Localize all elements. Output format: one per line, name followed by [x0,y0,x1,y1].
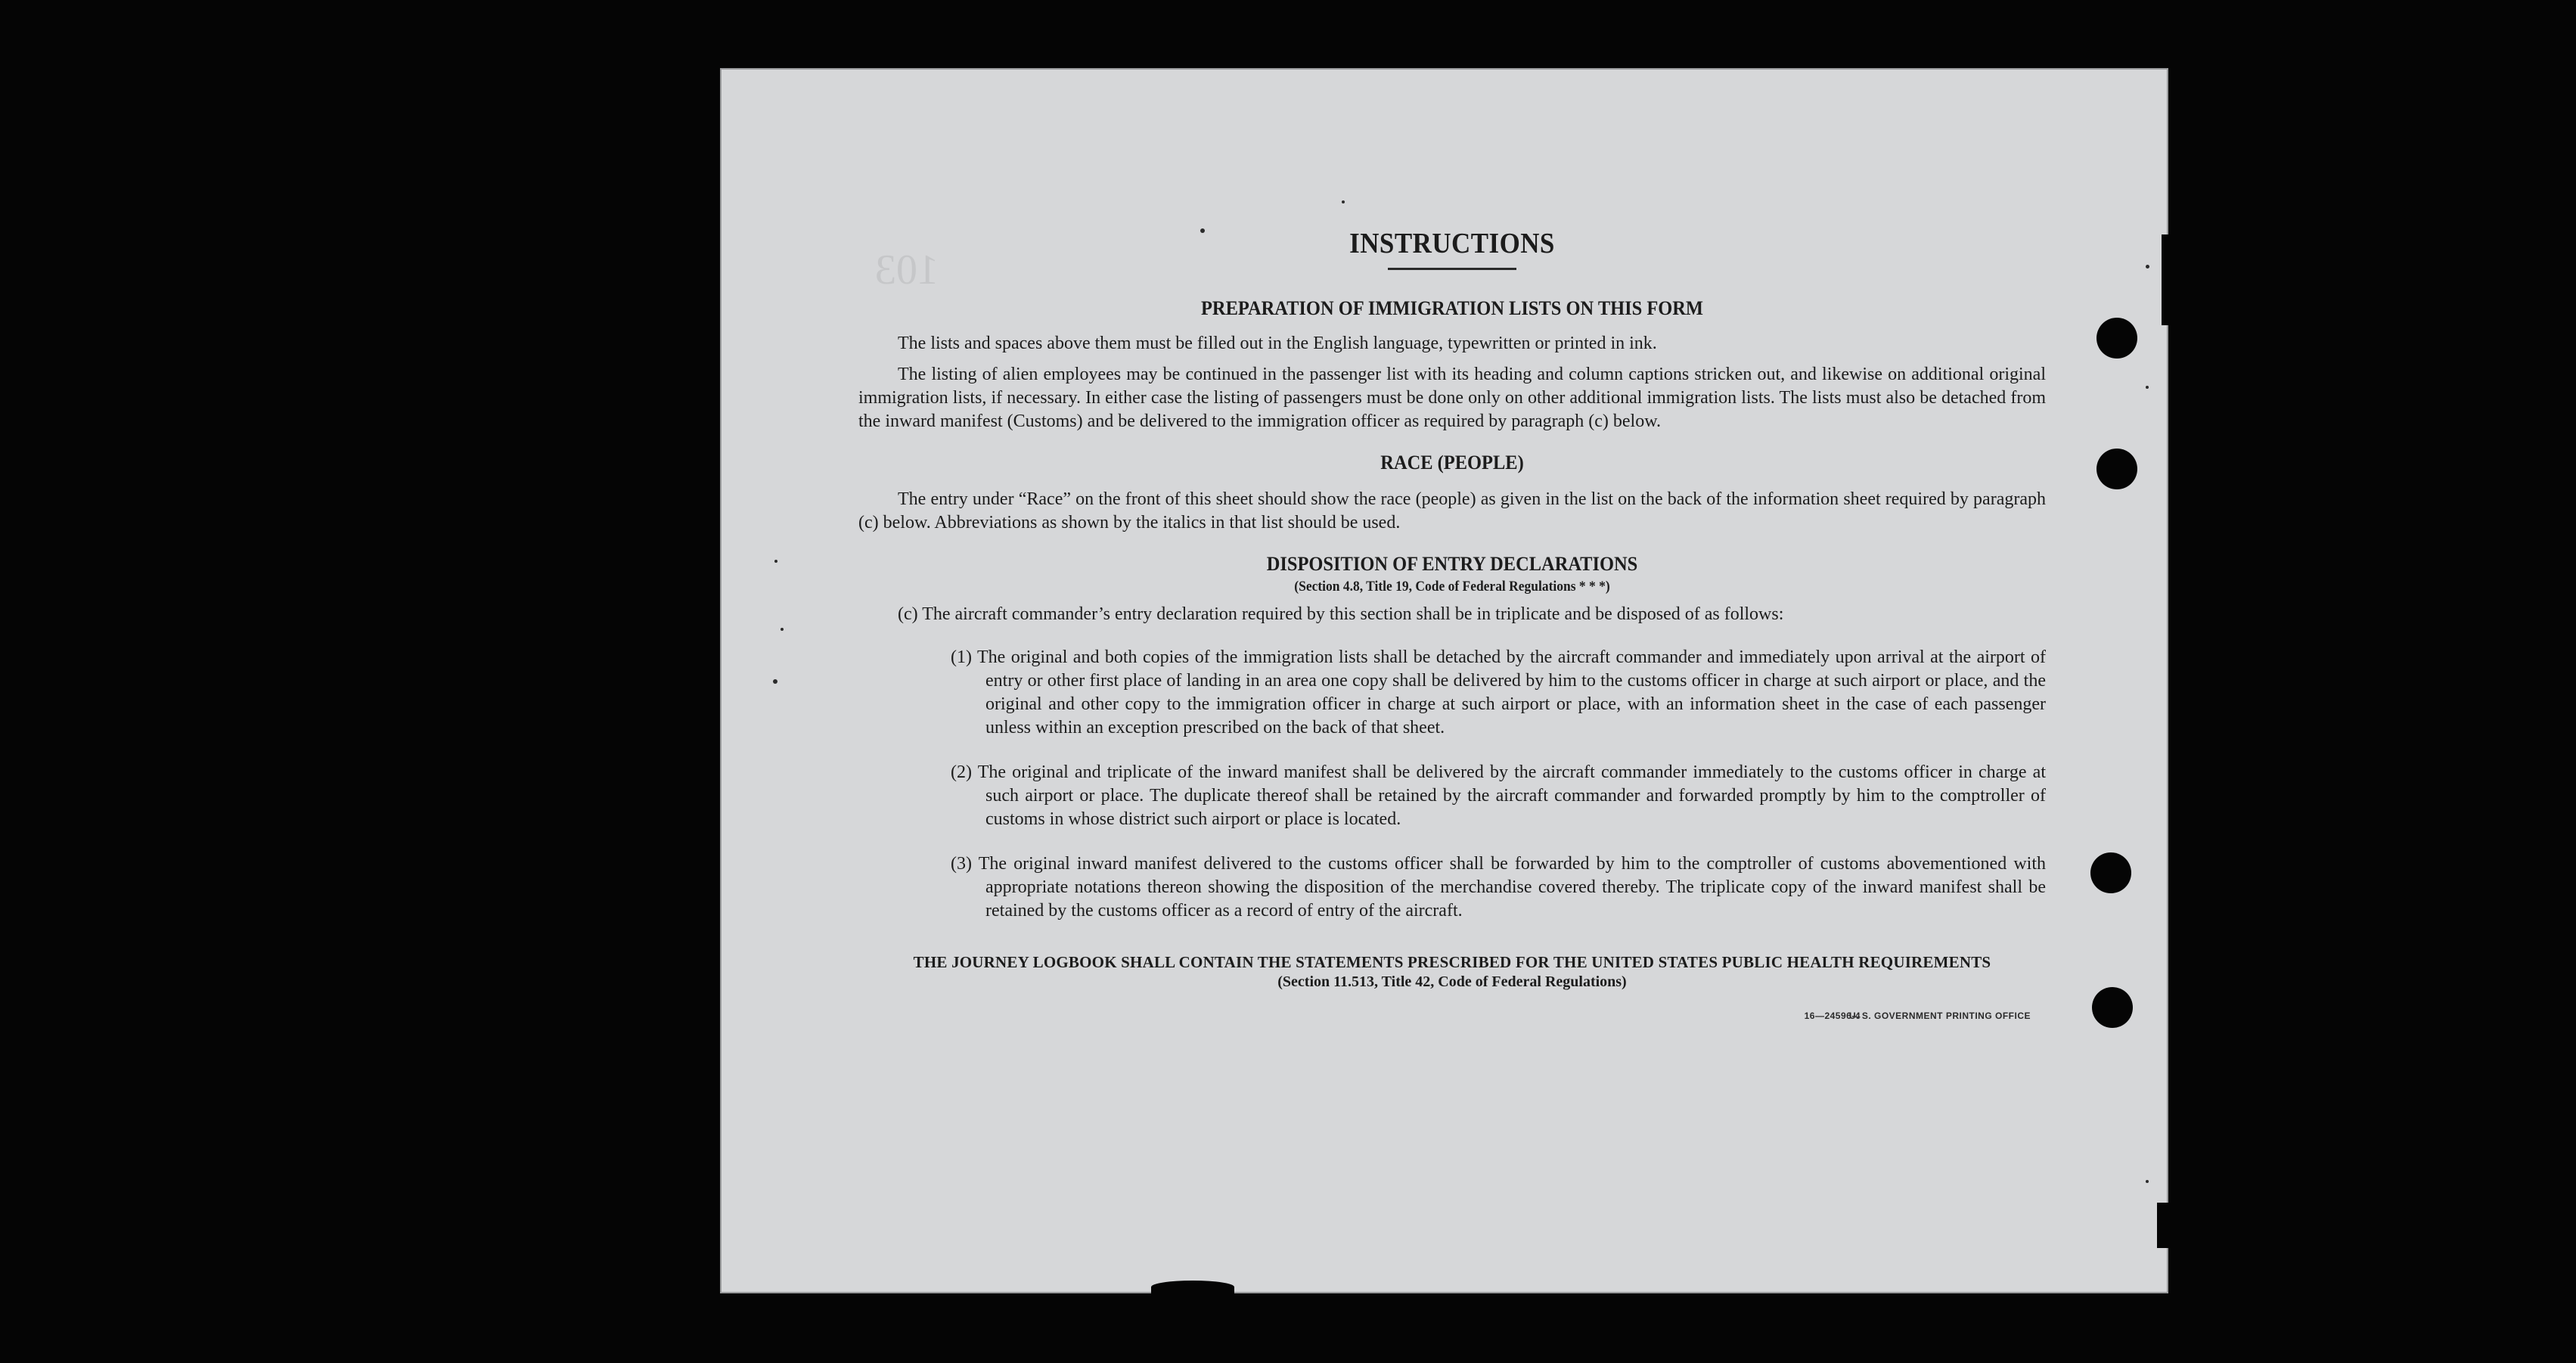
punch-hole-icon [2096,318,2137,359]
preparation-paragraph-2: The listing of alien employees may be continued in the passenger list with its heading and column captions stricken out, and likewise on additional original immigration lists, if necessary. In either case the listing of passengers must be done only on other additional immigration lists. The lists must also be detached from the inward manifest (Customs) and be delivered to the immigration officer as required by paragraph (c) below. [858,365,2046,431]
dust-speck [773,679,777,684]
logbook-citation: (Section 11.513, Title 42, Code of Federal Regulations) [1277,973,1627,990]
print-note-row [858,1011,2046,1041]
edge-tear [2162,234,2168,325]
title-underline [1388,268,1516,270]
edge-tear [2157,1203,2168,1248]
disposition-citation: (Section 4.8, Title 19, Code of Federal Regulations * * *) [1294,579,1610,595]
punch-hole-icon [2090,852,2131,893]
bleed-through-number: 103 [875,247,939,293]
preparation-paragraph-1: The lists and spaces above them must be filled out in the English language, typewritten or printed in ink. [898,334,1657,353]
dust-speck [1342,200,1345,203]
print-code: 16—24596-4 [1804,1011,1861,1021]
disposition-item-2: (2) The original and triplicate of the inward manifest shall be delivered by the aircraft commander immediately to the customs officer in charge at such airport or place. The duplicate thereof shall be retained by the aircraft commander and forwarded promptly by him to the comptroller of customs in whose district such airport or place is located. [951,762,2046,829]
edge-tear [1151,1281,1234,1293]
dust-speck [774,560,777,563]
dust-speck [2146,386,2149,389]
punch-hole-icon [2096,449,2137,489]
disposition-lead: (c) The aircraft commander’s entry declaration required by this section shall be in triplicate and be disposed of as follows: [898,604,1784,624]
section-heading-preparation: PREPARATION OF IMMIGRATION LISTS ON THIS FORM [1200,297,1704,319]
section-heading-race: RACE (PEOPLE) [1380,452,1524,473]
race-paragraph: The entry under “Race” on the front of this sheet should show the race (people) as given in the list on the back of the information sheet required by paragraph (c) below. Abbreviations as shown by the italics in that list should be used. [858,489,2046,532]
dust-speck [2146,265,2149,269]
dust-speck [2146,1180,2149,1183]
page-title: INSTRUCTIONS [1349,228,1555,259]
dust-speck [781,628,784,631]
section-heading-disposition: DISPOSITION OF ENTRY DECLARATIONS [1266,553,1638,575]
instructions-body [858,227,2046,1041]
disposition-item-1: (1) The original and both copies of the immigration lists shall be detached by the aircraft commander and immediately upon arrival at the airport of entry or other first place of landing in an area one copy shall be delivered by him to the customs officer in charge at such airport or place, and the original and other copy to the immigration officer in charge at such airport or place, with an information sheet in the case of each passenger unless within an exception prescribed on the back of that sheet. [951,647,2046,737]
logbook-statement: THE JOURNEY LOGBOOK SHALL CONTAIN THE STATEMENTS PRESCRIBED FOR THE UNITED STATES PUBLIC HEALTH REQUIREMENTS [913,953,1991,971]
document-page [720,68,2168,1293]
disposition-item-3: (3) The original inward manifest delivered to the customs officer shall be forwarded by him to the comptroller of customs abovementioned with appropriate notations thereon showing the disposition of the merchandise covered thereby. The triplicate copy of the inward manifest shall be retained by the customs officer as a record of entry of the aircraft. [951,854,2046,921]
punch-hole-icon [2092,987,2133,1028]
printer-name: U. S. GOVERNMENT PRINTING OFFICE [1848,1011,2031,1021]
